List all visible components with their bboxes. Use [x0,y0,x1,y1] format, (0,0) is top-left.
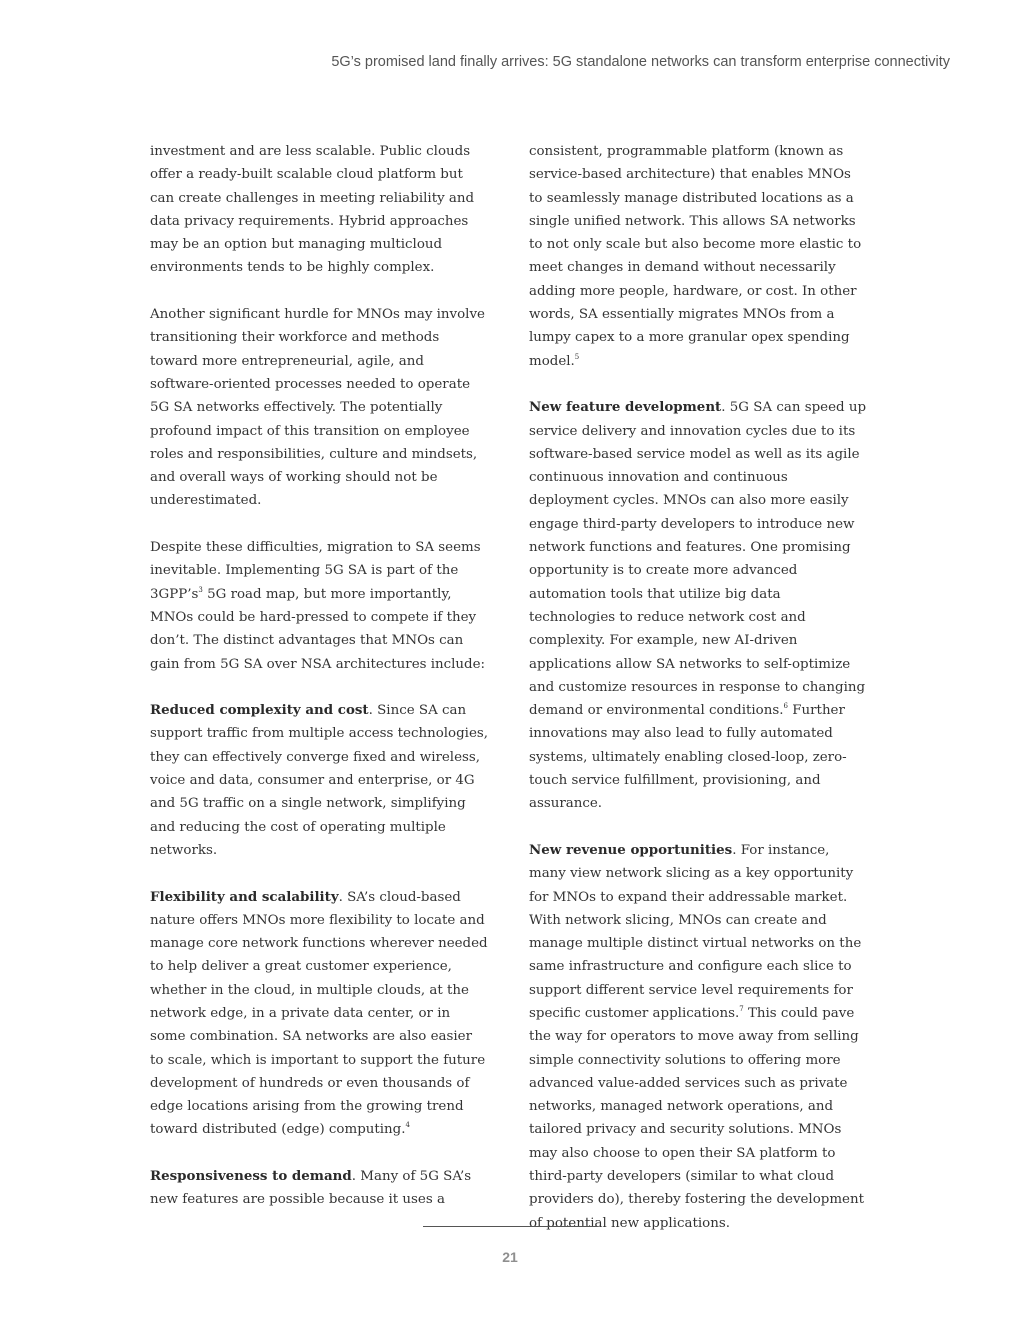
paragraph-heading: New revenue opportunities [529,841,733,858]
paragraph-text: . Many of 5G SA’s new features are possible because it uses a [150,1169,472,1208]
footnote-ref[interactable]: 6 [783,702,788,711]
paragraph [529,839,867,1235]
paragraph-text: Another significant hurdle for MNOs may involve transitioning their workforce and methods toward more entrepreneurial, agile, and software-oriented processes needed to operate 5G SA networks effectively. The potentially profound impact of this transition on employee roles and responsibilities, culture and mindsets, and overall ways of working should not be underestimated. [150,307,485,509]
paragraph [150,699,488,862]
paragraph-text: . 5G SA can speed up service delivery and innovation cycles due to its software-based service model as well as its agile continuous innovation and continuous deployment cycles. MNOs can also more easily engage third-party developers to introduce new network functions and features. One promising opportunity is to create more advanced automation tools that utilize big data technologies to reduce network cost and complexity. For example, new AI-driven applications allow SA networks to self-optimize and customize resources in response to changing demand or environmental conditions. [529,400,867,719]
footnote-ref[interactable]: 3 [198,585,203,594]
footnote-ref[interactable]: 5 [574,352,580,361]
paragraph-heading: New feature development [529,399,722,416]
paragraph [150,536,488,676]
paragraph [150,140,488,280]
right-column [529,140,867,1258]
paragraph-text: . SA’s cloud-based nature offers MNOs more flexibility to locate and manage core network functions wherever needed to help deliver a great customer experience, whether in the cloud, in multiple clouds, at the network edge, in a private data center, or in some combination. SA networks are also easier to scale, which is important to support the future development of hundreds or even thousands of edge locations arising from the growing trend toward distributed (edge) computing. [150,889,488,1138]
paragraph [529,140,867,373]
paragraph-text: Despite these difficulties, migration to SA seems inevitable. Implementing 5G SA is part of the 3GPP’s [150,540,481,602]
paragraph-text: Further innovations may also lead to fully automated systems, ultimately enabling closed-loop, zero-touch service fulfillment, provisioning, and assurance. [529,703,847,812]
paragraph-text: consistent, programmable platform (known as service-based architecture) that enables MNOs to seamlessly manage distributed locations as a single unified network. This allows SA networks to not only scale but also become more elastic to meet changes in demand without necessarily adding more people, hardware, or cost. In other words, SA essentially migrates MNOs from a lumpy capex to a more granular opex spending model. [529,144,862,369]
paragraph-heading: Responsiveness to demand [150,1168,352,1185]
footnote-ref[interactable]: 4 [405,1121,410,1130]
paragraph-text: . Since SA can support traffic from multiple access technologies, they can effectively converge fixed and wireless, voice and data, consumer and enterprise, or 4G and 5G traffic on a single network, simplifying and reducing the cost of operating multiple networks. [150,703,489,858]
page-number: 21 [502,1249,518,1265]
paragraph [529,396,867,815]
paragraph [150,886,488,1142]
running-header: 5G’s promised land finally arrives: 5G standalone networks can transform enterprise connectivity [331,54,950,70]
paragraph-heading: Flexibility and scalability [150,888,339,905]
paragraph-text: investment and are less scalable. Public clouds offer a ready-built scalable cloud platform but can create challenges in meeting reliability and data privacy requirements. Hybrid approaches may be an option but managing multicloud environments tends to be highly complex. [150,144,475,276]
paragraph [150,303,488,513]
paragraph-heading: Reduced complexity and cost [150,702,369,719]
paragraph-text: . For instance, many view network slicing as a key opportunity for MNOs to expand their addressable market. With network slicing, MNOs can create and manage multiple distinct virtual networks on the same infrastructure and configure each slice to support different service level requirements for specific customer applications. [529,842,862,1021]
paragraph [150,1165,488,1212]
paragraph-text: This could pave the way for operators to move away from selling simple connectivity solutions to offering more advanced value-added services such as private networks, managed network operations, and tailored privacy and security solutions. MNOs may also choose to open their SA platform to third-party developers (similar to what cloud providers do), thereby fostering the development of potential new applications. [529,1005,864,1231]
paragraph-text: 5G road map, but more importantly, MNOs could be hard-pressed to compete if they don’t. The distinct advantages that MNOs can gain from 5G SA over NSA architectures include: [150,586,486,672]
left-column [150,140,488,1235]
footnote-ref[interactable]: 7 [739,1004,744,1013]
footer-divider [423,1226,597,1227]
